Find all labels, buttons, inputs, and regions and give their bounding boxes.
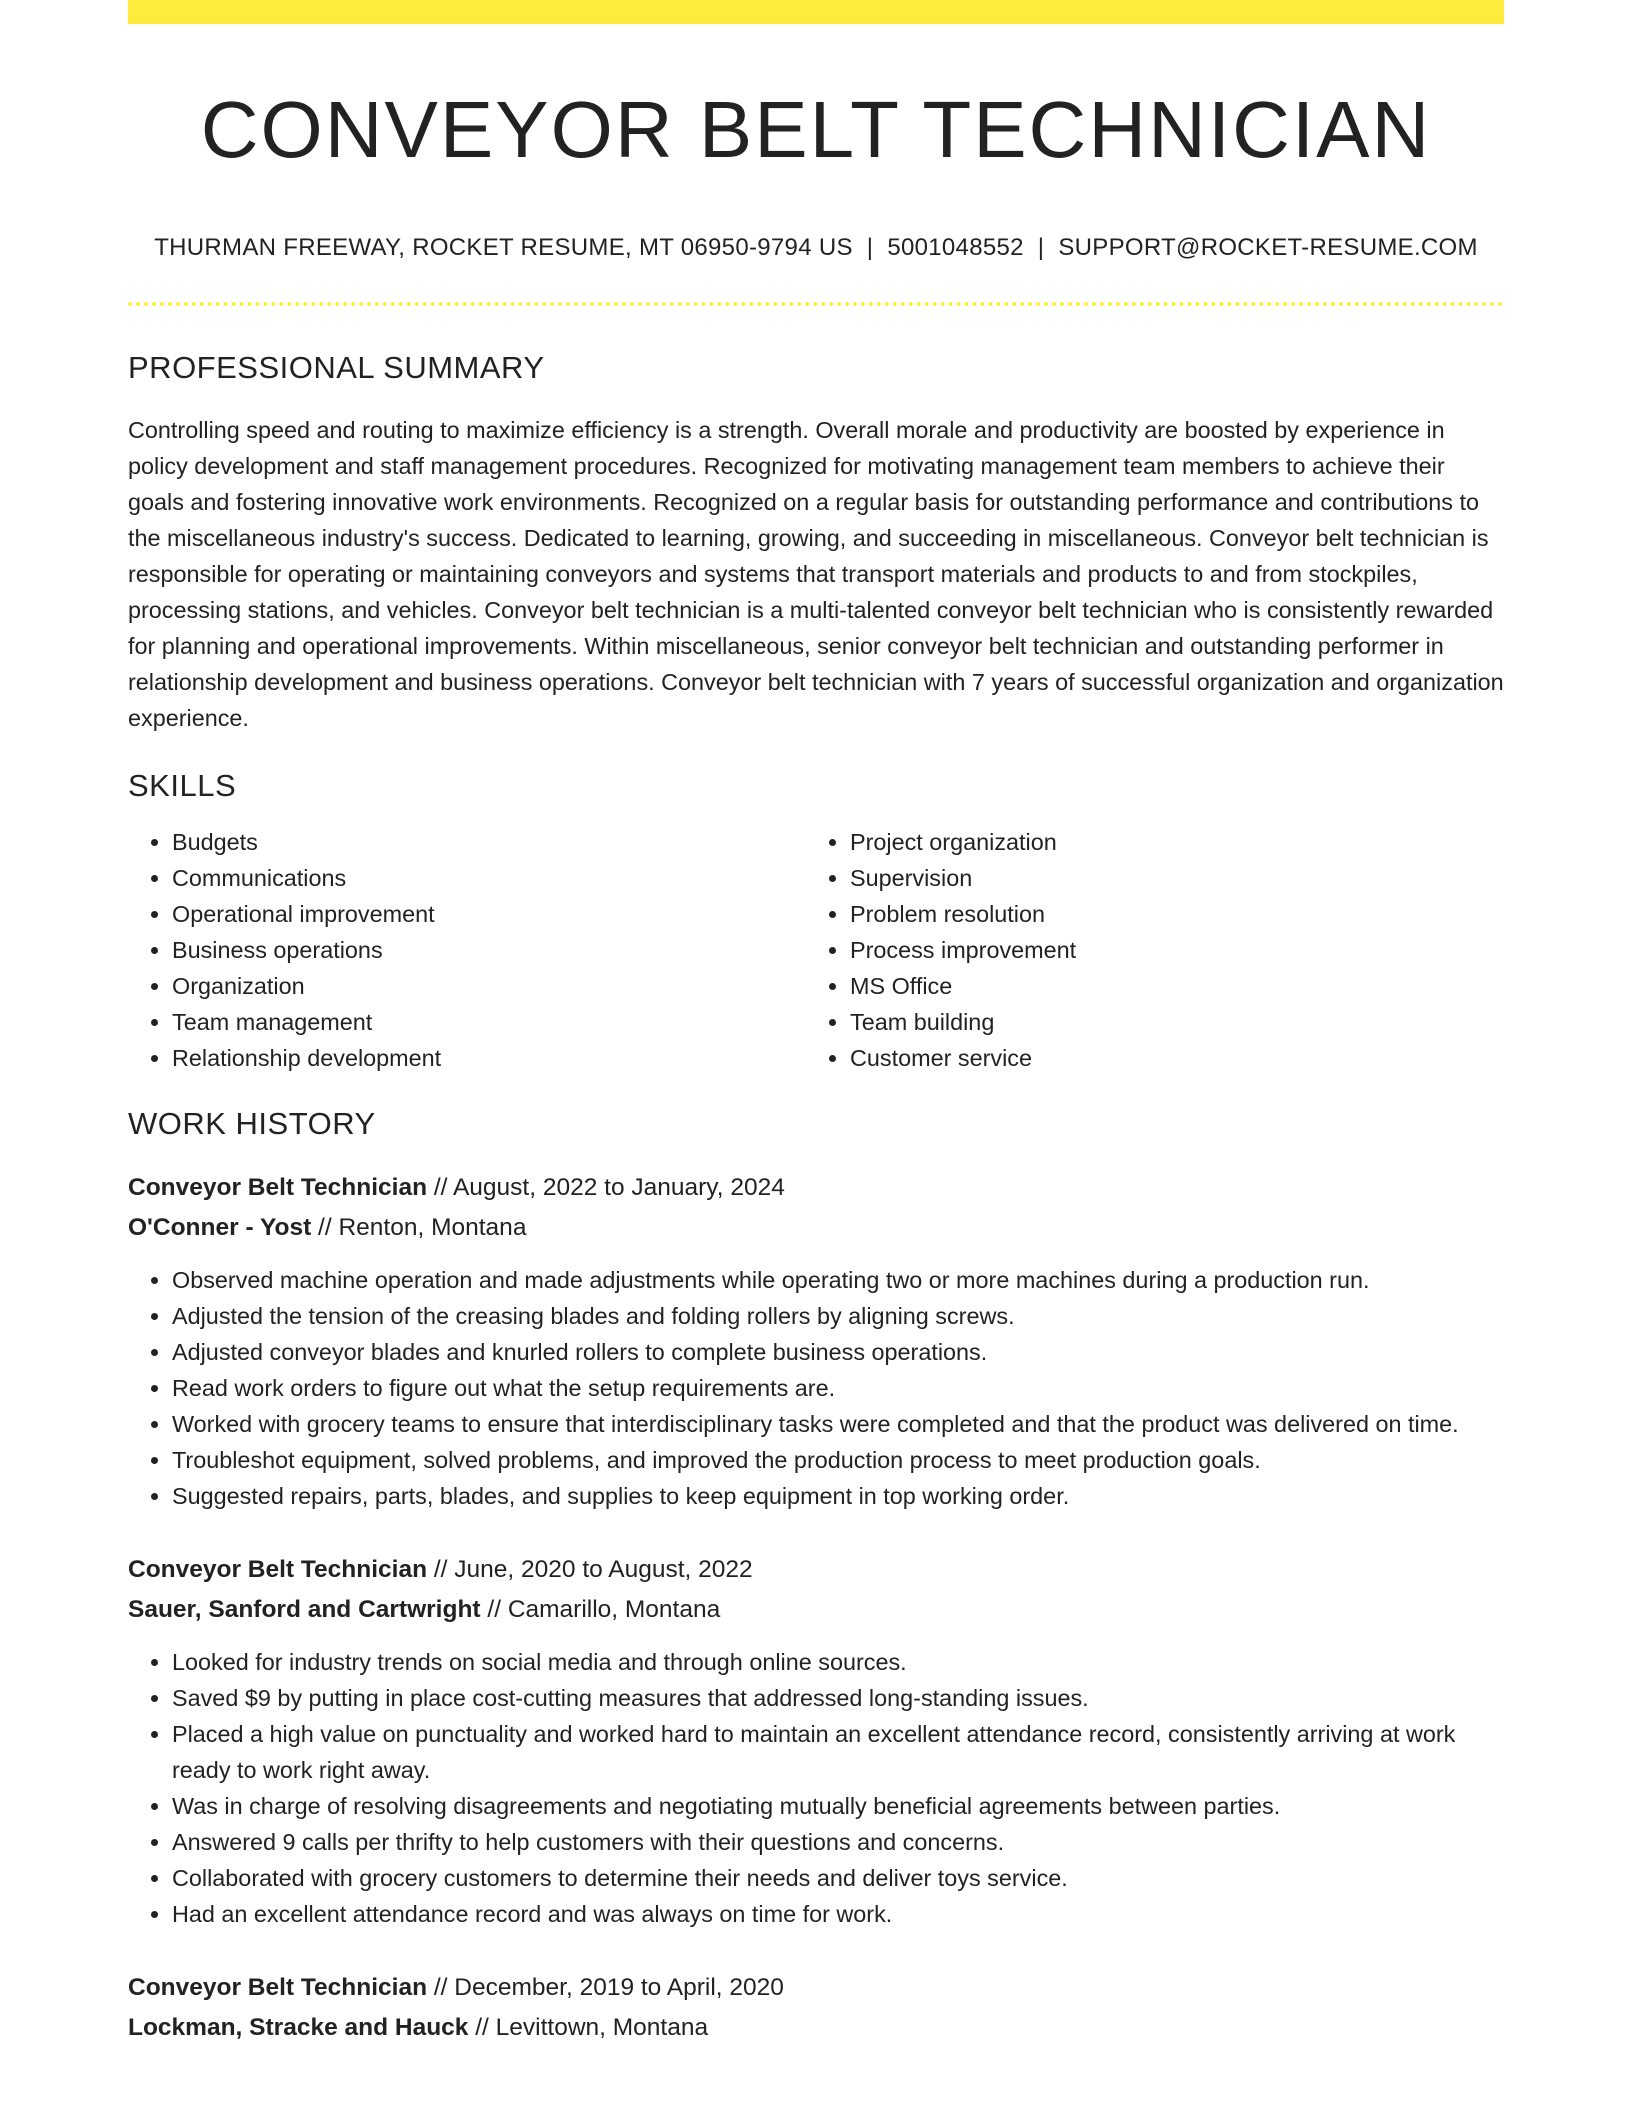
contact-separator: | <box>866 234 874 261</box>
summary-heading: PROFESSIONAL SUMMARY <box>128 350 545 385</box>
job-dates: // June, 2020 to August, 2022 <box>427 1556 753 1583</box>
job-dates: // December, 2019 to April, 2020 <box>427 1974 784 2001</box>
duty-item: • Adjusted conveyor blades and knurled rollers to complete business operations. <box>172 1334 1504 1370</box>
contact-address: THURMAN FREEWAY, ROCKET RESUME, MT 06950-9794 US <box>154 234 853 261</box>
job-title: Conveyor Belt Technician <box>128 1556 428 1583</box>
skill-item: • Supervision <box>850 860 1484 896</box>
skills-column-left <box>128 824 806 1076</box>
duty-item: • Answered 9 calls per thrifty to help customers with their questions and concerns. <box>172 1824 1504 1860</box>
job-title: Conveyor Belt Technician <box>128 1974 428 2001</box>
work-history-heading: WORK HISTORY <box>128 1106 376 1141</box>
contact-phone: 5001048552 <box>887 234 1024 261</box>
skill-item: • Communications <box>172 860 806 896</box>
summary-text: Controlling speed and routing to maximize efficiency is a strength. Overall morale and productivity are boosted by experience in policy development and staff management procedures. Recognized for motivating management team members to achieve their goals and fostering innovative work environments. Recognized on a regular basis for outstanding performance and contributions to the miscellaneous industry's success. Dedicated to learning, growing, and succeeding in miscellaneous. Conveyor belt technician is responsible for operating or maintaining conveyors and systems that transport materials and products to and from stockpiles, processing stations, and vehicles. Conveyor belt technician is a multi-talented conveyor belt technician who is consistently rewarded for planning and operational improvements. Within miscellaneous, senior conveyor belt technician and outstanding performer in relationship development and business operations. Conveyor belt technician with 7 years of successful organization and organization experience. <box>128 417 1504 731</box>
job-company: Lockman, Stracke and Hauck <box>128 2014 469 2041</box>
skill-item: • Process improvement <box>850 932 1484 968</box>
duty-item: • Observed machine operation and made adjustments while operating two or more machines during a production run. <box>172 1262 1504 1298</box>
job-title-line <box>128 1550 1504 1590</box>
dotted-divider <box>128 302 1504 306</box>
job-company: Sauer, Sanford and Cartwright <box>128 1596 481 1623</box>
job-duties <box>128 1644 1504 1932</box>
skill-item: • Team building <box>850 1004 1484 1040</box>
skills-list <box>128 824 1504 1076</box>
job-company-line <box>128 1590 1504 1630</box>
skill-item: • MS Office <box>850 968 1484 1004</box>
skill-item: • Customer service <box>850 1040 1484 1076</box>
skill-item: • Problem resolution <box>850 896 1484 932</box>
resume-page <box>128 0 1504 2048</box>
skills-heading: SKILLS <box>128 768 237 803</box>
skill-item: • Operational improvement <box>172 896 806 932</box>
job-company: O'Conner - Yost <box>128 1214 312 1241</box>
skill-item: • Project organization <box>850 824 1484 860</box>
job-duties <box>128 1262 1504 1514</box>
skill-item: • Organization <box>172 968 806 1004</box>
job-company-line <box>128 1208 1504 1248</box>
job-dates: // August, 2022 to January, 2024 <box>427 1174 785 1201</box>
job-company-line <box>128 2008 1504 2048</box>
skill-item: • Budgets <box>172 824 806 860</box>
duty-item: • Suggested repairs, parts, blades, and supplies to keep equipment in top working order. <box>172 1478 1504 1514</box>
contact-email: SUPPORT@ROCKET-RESUME.COM <box>1058 234 1478 261</box>
job-entry <box>128 1550 1504 1932</box>
duty-item: • Worked with grocery teams to ensure that interdisciplinary tasks were completed and that the product was delivered on time. <box>172 1406 1504 1442</box>
resume-title: CONVEYOR BELT TECHNICIAN <box>200 85 1432 174</box>
skill-item: • Team management <box>172 1004 806 1040</box>
job-title-line <box>128 1968 1504 2008</box>
duty-item: • Collaborated with grocery customers to determine their needs and deliver toys service. <box>172 1860 1504 1896</box>
job-entry <box>128 1168 1504 1514</box>
skill-item: • Business operations <box>172 932 806 968</box>
duty-item: • Looked for industry trends on social media and through online sources. <box>172 1644 1504 1680</box>
duty-item: • Was in charge of resolving disagreements and negotiating mutually beneficial agreements between parties. <box>172 1788 1504 1824</box>
duty-item: • Troubleshot equipment, solved problems, and improved the production process to meet production goals. <box>172 1442 1504 1478</box>
duty-item: • Read work orders to figure out what the setup requirements are. <box>172 1370 1504 1406</box>
skill-item: • Relationship development <box>172 1040 806 1076</box>
duty-item: • Had an excellent attendance record and was always on time for work. <box>172 1896 1504 1932</box>
job-location: // Camarillo, Montana <box>480 1596 721 1623</box>
skills-column-right <box>806 824 1484 1076</box>
duty-item: • Saved $9 by putting in place cost-cutting measures that addressed long-standing issues. <box>172 1680 1504 1716</box>
contact-line <box>128 234 1504 262</box>
job-title: Conveyor Belt Technician <box>128 1174 428 1201</box>
job-entry <box>128 1968 1504 2048</box>
contact-separator: | <box>1037 234 1045 261</box>
duty-item: • Placed a high value on punctuality and worked hard to maintain an excellent attendance record, consistently arriving at work ready to work right away. <box>172 1716 1504 1788</box>
accent-top-bar <box>128 0 1504 24</box>
job-location: // Levittown, Montana <box>468 2014 709 2041</box>
duty-item: • Adjusted the tension of the creasing blades and folding rollers by aligning screws. <box>172 1298 1504 1334</box>
job-title-line <box>128 1168 1504 1208</box>
job-location: // Renton, Montana <box>311 1214 527 1241</box>
